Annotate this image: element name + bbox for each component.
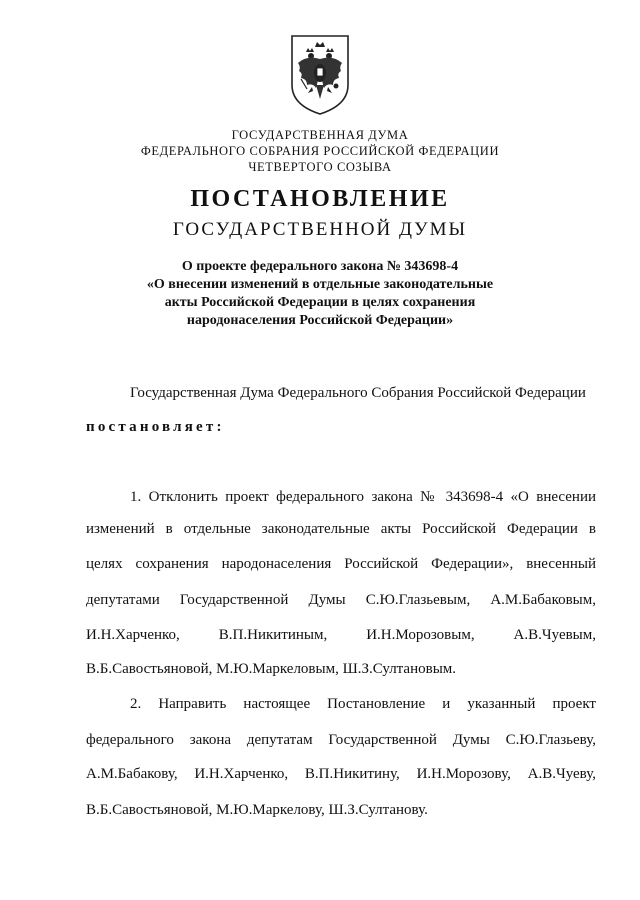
org-line-2: ФЕДЕРАЛЬНОГО СОБРАНИЯ РОССИЙСКОЙ ФЕДЕРАЦИИ <box>140 144 500 158</box>
paragraph-1-line: изменений в отдельные законодательные акты Российской Федерации в <box>86 521 596 537</box>
paragraph-1-line: целях сохранения народонаселения Российской Федерации», внесенный <box>86 556 596 572</box>
paragraph-2-line: 2. Направить настоящее Постановление и указанный проект <box>130 696 596 712</box>
paragraph-2-line: А.М.Бабакову, И.Н.Харченко, В.П.Никитину, И.Н.Морозову, А.В.Чуеву, <box>86 766 596 782</box>
subject-line-2: «О внесении изменений в отдельные законодательные <box>146 277 494 292</box>
document-title: ПОСТАНОВЛЕНИЕ <box>190 186 450 212</box>
org-line-1: ГОСУДАРСТВЕННАЯ ДУМА <box>231 128 409 142</box>
paragraph-2-line: федерального закона депутатам Государственной Думы С.Ю.Глазьеву, <box>86 732 596 748</box>
paragraph-1-line: В.Б.Савостьяновой, М.Ю.Маркеловым, Ш.З.Султановым. <box>86 661 457 677</box>
paragraph-1-line: депутатами Государственной Думы С.Ю.Глазьевым, А.М.Бабаковым, <box>86 592 596 608</box>
paragraph-1-line: 1. Отклонить проект федерального закона № 343698-4 «О внесении <box>130 489 596 505</box>
coat-of-arms-icon <box>289 33 351 117</box>
intro-text: Государственная Дума Федерального Собрания Российской Федерации <box>130 385 586 401</box>
org-line-3: ЧЕТВЕРТОГО СОЗЫВА <box>248 160 392 174</box>
decree-word: постановляет: <box>86 419 225 435</box>
subject-line-3: акты Российской Федерации в целях сохранения <box>164 295 476 310</box>
document-subtitle: ГОСУДАРСТВЕННОЙ ДУМЫ <box>172 219 468 240</box>
paragraph-2-line: В.Б.Савостьяновой, М.Ю.Маркелову, Ш.З.Султанову. <box>86 802 428 818</box>
subject-line-1: О проекте федерального закона № 343698-4 <box>181 259 459 274</box>
paragraph-1-line: И.Н.Харченко, В.П.Никитиным, И.Н.Морозовым, А.В.Чуевым, <box>86 627 596 643</box>
subject-line-4: народонаселения Российской Федерации» <box>186 313 454 328</box>
